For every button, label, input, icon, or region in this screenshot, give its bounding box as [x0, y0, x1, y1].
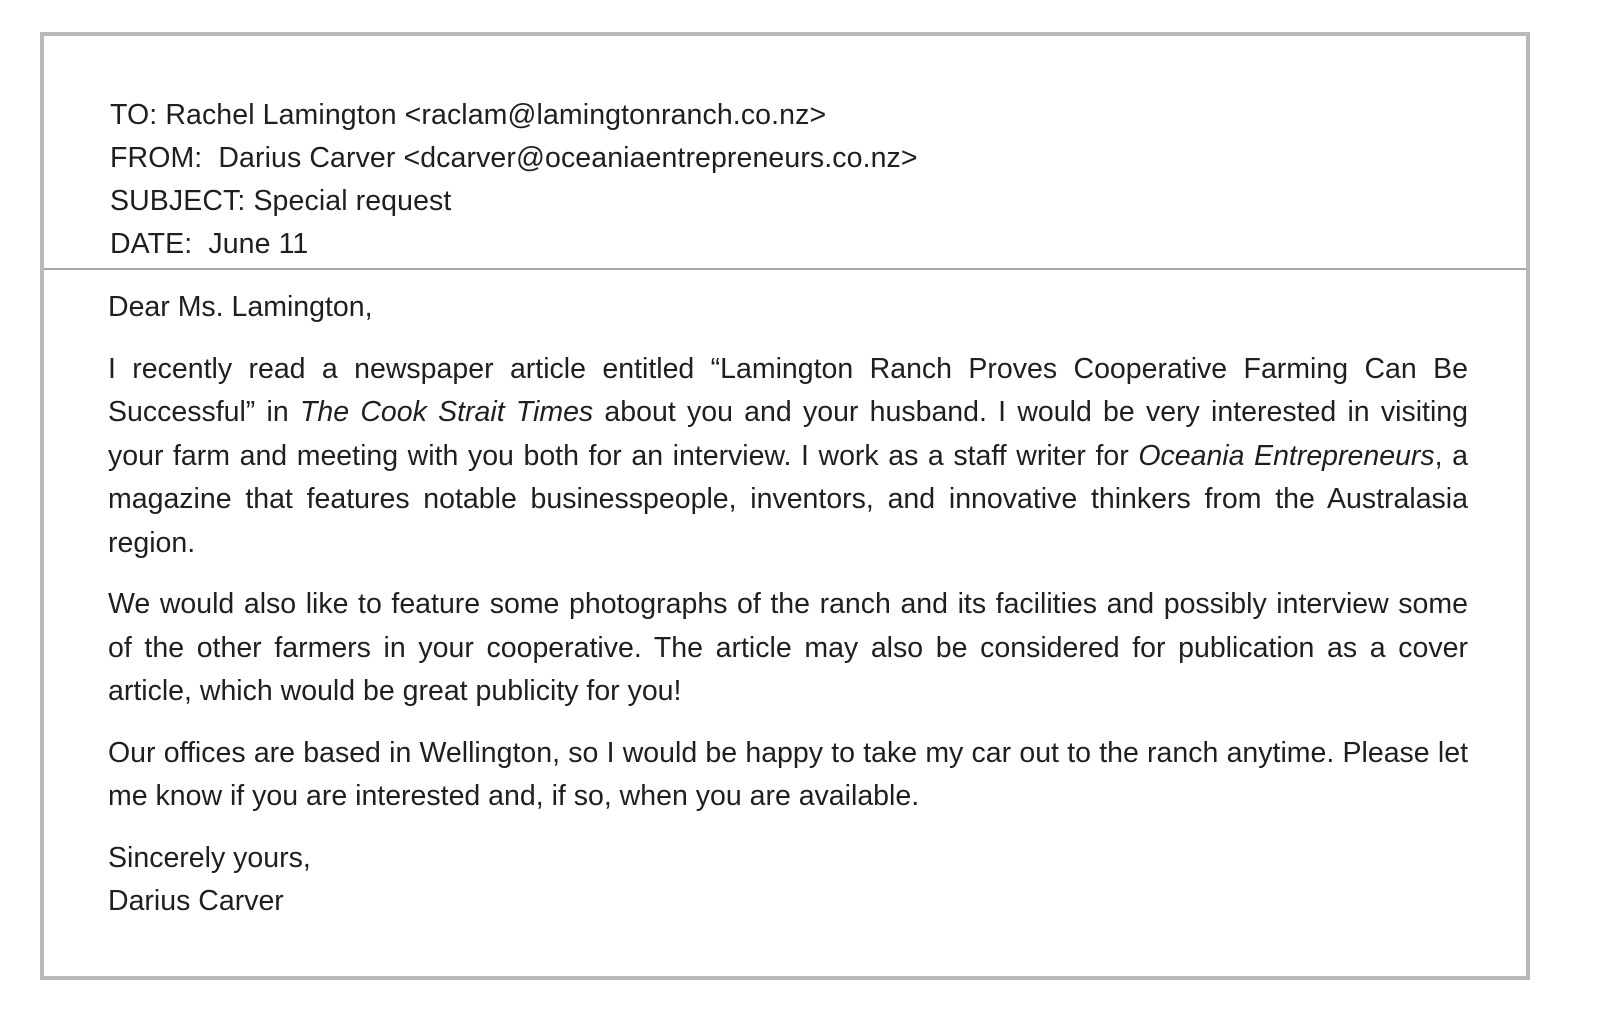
to-line — [110, 94, 918, 137]
date-line — [110, 223, 918, 266]
from-line — [110, 137, 918, 180]
closing: Sincerely yours, — [108, 841, 311, 874]
greeting: Dear Ms. Lamington, — [108, 291, 373, 323]
magazine-title: Oceania Entrepreneurs — [1138, 439, 1435, 472]
subject-line — [110, 180, 918, 223]
paragraph-3: Our offices are based in Wellington, so I would be happy to take my car out to the ranch anytime. Please let me know if you are interested and, if so, when you are available. — [108, 736, 1468, 812]
from-label: FROM: — [110, 142, 203, 174]
signature: Darius Carver — [108, 885, 284, 917]
paragraph-1-text-c: , a magazine that features notable businesspeople, inventors, and innovative thinkers from the Australasia region. — [108, 439, 1468, 559]
paragraph-1-text-b: about you and your husband. I would be very interested in visiting your farm and meeting with you both for an interview. I work as a staff writer for — [108, 396, 1468, 472]
paragraph-1-text-a: I recently read a newspaper article entitled “Lamington Ranch Proves Cooperative Farming Can Be Successful” in — [108, 352, 1468, 428]
header-divider — [44, 268, 1526, 270]
paragraph-2: We would also like to feature some photographs of the ranch and its facilities and possibly interview some of the other farmers in your cooperative. The article may also be considered for publication as a cover article, which would be great publicity for you! — [108, 588, 1468, 707]
email-body — [108, 286, 1468, 924]
email-header — [110, 94, 918, 266]
newspaper-title: The Cook Strait Times — [299, 396, 594, 428]
date-value: June 11 — [208, 228, 309, 260]
to-value: Rachel Lamington <raclam@lamingtonranch.co.nz> — [165, 99, 827, 131]
paragraph-1 — [108, 348, 1468, 566]
subject-label: SUBJECT: — [110, 185, 246, 217]
email-frame — [40, 32, 1530, 980]
to-label: TO: — [110, 99, 158, 131]
from-value: Darius Carver <dcarver@oceaniaentrepreneurs.co.nz> — [218, 142, 918, 174]
date-label: DATE: — [110, 228, 193, 260]
subject-value: Special request — [253, 185, 452, 217]
